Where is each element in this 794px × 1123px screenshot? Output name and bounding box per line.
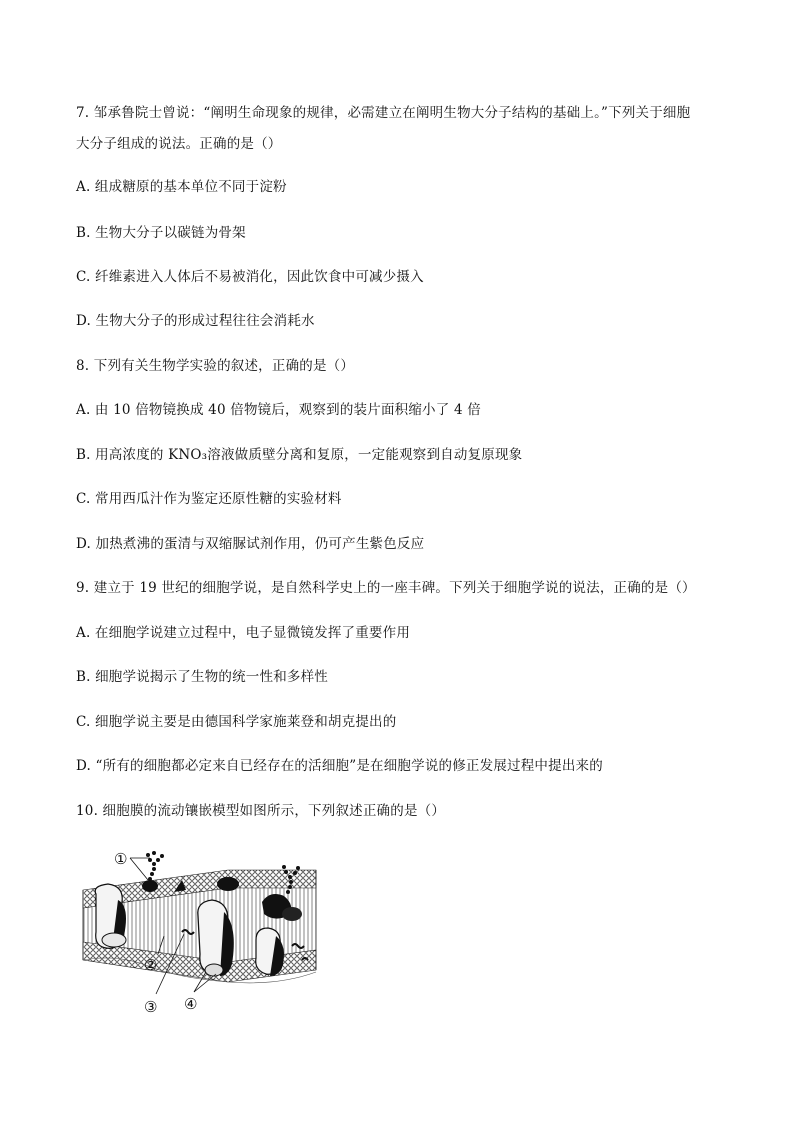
- q9-option-a: A. 在细胞学说建立过程中，电子显微镜发挥了重要作用: [76, 625, 411, 641]
- q10-stem: 10. 细胞膜的流动镶嵌模型如图所示，下列叙述正确的是（）: [76, 803, 446, 819]
- q7-option-b: B. 生物大分子以碳链为骨架: [76, 225, 246, 241]
- q7-stem-line-1: 7. 邹承鲁院士曾说：“阐明生命现象的规律，必需建立在阐明生物大分子结构的基础上。”下列关于细胞: [76, 105, 691, 121]
- surface-protein-4: [282, 907, 302, 921]
- q8-option-b: B. 用高浓度的 KNO₃溶液做质壁分离和复原，一定能观察到自动复原现象: [76, 447, 523, 463]
- q9-option-b: B. 细胞学说揭示了生物的统一性和多样性: [76, 669, 329, 685]
- q7-option-c: C. 纤维素进入人体后不易被消化，因此饮食中可减少摄入: [76, 269, 424, 285]
- membrane-diagram: [78, 842, 318, 1020]
- label-4: ④: [184, 995, 198, 1013]
- label-2: ②: [144, 956, 158, 974]
- surface-protein-2: [217, 877, 239, 891]
- q9-stem: 9. 建立于 19 世纪的细胞学说，是自然科学史上的一座丰碑。下列关于细胞学说的说法，正确的是（）: [76, 580, 696, 596]
- q8-option-c: C. 常用西瓜汁作为鉴定还原性糖的实验材料: [76, 491, 342, 507]
- label-1: ①: [114, 850, 128, 868]
- glycoprotein-chain-left: [146, 851, 164, 881]
- q8-option-d: D. 加热煮沸的蛋清与双缩脲试剂作用，仍可产生紫色反应: [76, 536, 425, 552]
- q7-stem-line-2: 大分子组成的说法。正确的是（）: [76, 136, 282, 152]
- fluid-mosaic-membrane-figure: [78, 842, 318, 1020]
- q9-option-d: D. “所有的细胞都必定来自已经存在的活细胞”是在细胞学说的修正发展过程中提出来的: [76, 758, 603, 774]
- leader-1a: [130, 858, 148, 880]
- q9-option-c: C. 细胞学说主要是由德国科学家施莱登和胡克提出的: [76, 714, 397, 730]
- protein-left: [95, 884, 126, 948]
- surface-protein-1: [142, 880, 158, 892]
- q7-option-a: A. 组成糖原的基本单位不同于淀粉: [76, 179, 287, 195]
- q7-option-d: D. 生物大分子的形成过程往往会消耗水: [76, 313, 315, 329]
- q8-option-a: A. 由 10 倍物镜换成 40 倍物镜后，观察到的装片面积缩小了 4 倍: [76, 402, 481, 418]
- q8-stem: 8. 下列有关生物学实验的叙述，正确的是（）: [76, 358, 355, 374]
- label-3: ③: [144, 998, 158, 1016]
